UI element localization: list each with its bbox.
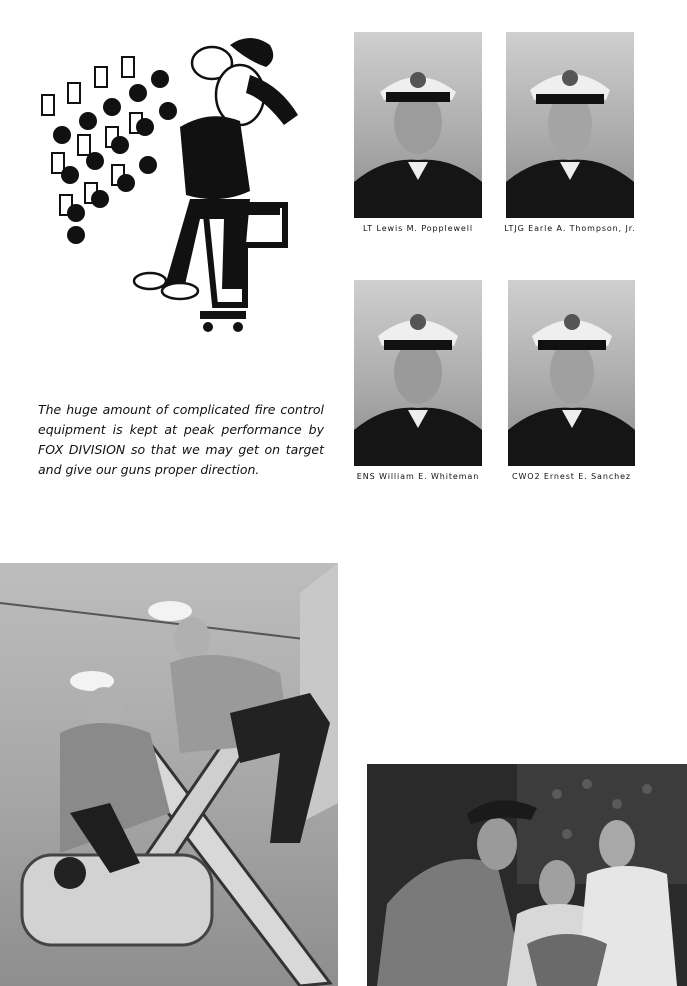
portrait-caption: LTJG Earle A. Thompson, Jr. — [504, 224, 636, 233]
portrait-photo-whiteman — [354, 280, 482, 466]
technicians-scene — [367, 764, 687, 986]
officer-portrait — [354, 32, 482, 218]
cartoon-sailor-at-panel — [40, 35, 305, 340]
officer-portrait — [508, 280, 635, 466]
sailors-scene — [0, 563, 338, 986]
photo-sailors-working-on-equipment — [0, 563, 338, 986]
portrait-photo-thompson — [506, 32, 634, 218]
division-description: The huge amount of complicated fire control equipment is kept at peak performance by FOX DIVISION so that we may get on target and give our guns proper direction. — [38, 402, 324, 477]
cartoon-illustration — [40, 35, 305, 340]
portrait-caption: CWO2 Ernest E. Sanchez — [511, 472, 632, 481]
portrait-photo-popplewell — [354, 32, 482, 218]
photo-technicians-at-bench — [367, 764, 687, 986]
officer-portrait — [506, 32, 634, 218]
portrait-caption: LT Lewis M. Popplewell — [363, 224, 473, 233]
portrait-photo-sanchez — [508, 280, 635, 466]
portrait-caption: ENS William E. Whiteman — [356, 472, 480, 481]
officer-portrait — [354, 280, 482, 466]
